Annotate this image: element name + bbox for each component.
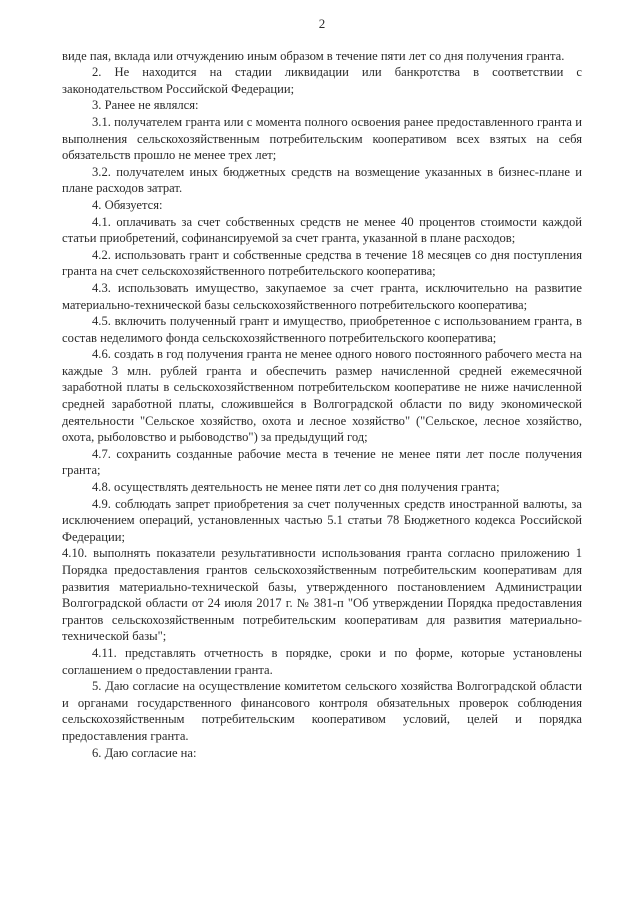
paragraph: 4.9. соблюдать запрет приобретения за счет полученных средств иностранной валюты, за исключением операций, установленных частью 5.1 статьи 78 Бюджетного кодекса Российской Федерации; xyxy=(62,496,582,544)
paragraph: 5. Даю согласие на осуществление комитетом сельского хозяйства Волгоградской области и органами государственного финансового контроля обязательных проверок соблюдения сельскохозяйственным потребительским кооперативом условий, целей и порядка предоставления гранта. xyxy=(62,679,582,743)
paragraph: 4.5. включить полученный грант и имущество, приобретенное с использованием гранта, в состав неделимого фонда сельскохозяйственного потребительского кооператива; xyxy=(62,314,582,345)
paragraph: 6. Даю согласие на: xyxy=(92,745,197,760)
paragraph: 3.1. получателем гранта или с момента полного освоения ранее предоставленного гранта и выполнения сельскохозяйственным потребительским кооперативом всех взятых на себя обязательств прошло не менее трех лет; xyxy=(62,114,582,163)
paragraph: 4.6. создать в год получения гранта не менее одного нового постоянного рабочего места на каждые 3 млн. рублей гранта и обеспечить размер начисленной средней ежемесячной заработной платы в сельскохозяйственном потребительском кооперативе не ниже начисленной средней заработной платы, сложившейся в Волгоградской области по виду экономической деятельности "Сельское хозяйство, охота и лесное хозяйство" ("Сельское, лесное хозяйство, охота, рыболовство и рыбоводство") за предыдущий год; xyxy=(62,347,582,445)
paragraph: 3.2. получателем иных бюджетных средств на возмещение указанных в бизнес-плане и плане расходов затрат. xyxy=(62,164,582,196)
paragraph: 4.7. сохранить созданные рабочие места в течение не менее пяти лет после получения гранта; xyxy=(62,446,582,478)
paragraph: 2. Не находится на стадии ликвидации или банкротства в соответствии с законодательством Российской Федерации; xyxy=(62,65,582,96)
paragraph: 4.1. оплачивать за счет собственных средств не менее 40 процентов стоимости каждой статьи приобретений, софинансируемой за счет гранта, указанной в плане расходов; xyxy=(62,214,582,246)
paragraph: 4.8. осуществлять деятельность не менее пяти лет со дня получения гранта; xyxy=(92,480,500,495)
paragraph: 4.3. использовать имущество, закупаемое за счет гранта, исключительно на развитие материально-технической базы сельскохозяйственного потребительского кооператива; xyxy=(62,280,582,312)
paragraph: 3. Ранее не являлся: xyxy=(92,98,199,113)
document-body xyxy=(62,48,582,762)
paragraph: 4. Обязуется: xyxy=(92,197,163,212)
paragraph: 4.11. представлять отчетность в порядке, сроки и по форме, которые установлены соглашением о предоставлении гранта. xyxy=(62,645,582,677)
page-number: 2 xyxy=(318,16,326,31)
paragraph: 4.10. выполнять показатели результативности использования гранта согласно приложению 1 Порядка предоставления грантов сельскохозяйственным потребительским кооперативам для развития материально-технической базы, утвержденного постановлением Администрации Волгоградской области от 24 июля 2017 г. № 381-п "Об утверждении Порядка предоставления грантов сельскохозяйственным потребительским кооперативам для развития материально-технической базы"; xyxy=(62,546,582,644)
paragraph: 4.2. использовать грант и собственные средства в течение 18 месяцев со дня поступления гранта на счет сельскохозяйственного потребительского кооператива; xyxy=(62,247,582,279)
paragraph: виде пая, вклада или отчуждению иным образом в течение пяти лет со дня получения гранта. xyxy=(62,48,565,63)
